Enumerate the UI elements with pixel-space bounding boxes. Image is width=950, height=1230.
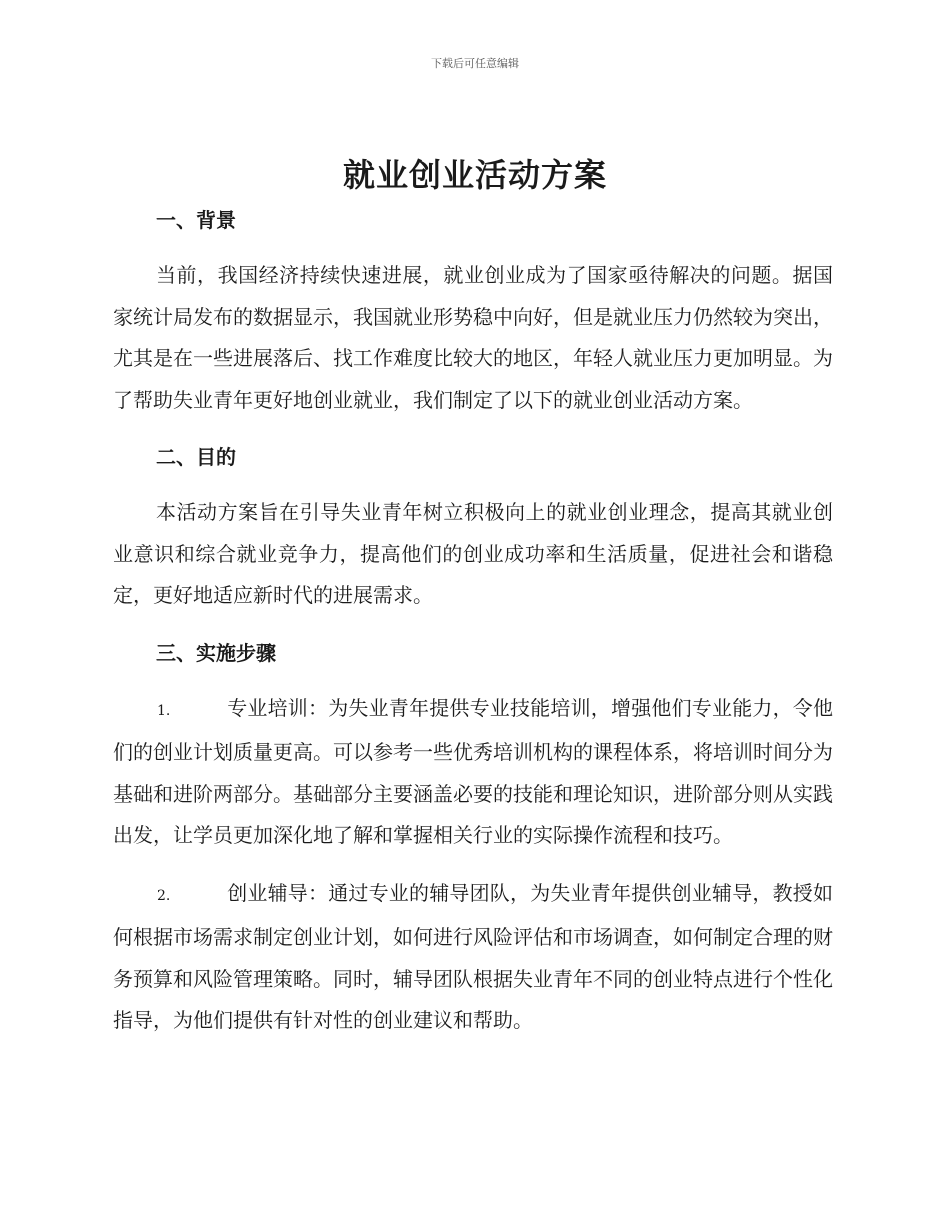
- section-paragraph-background: 当前，我国经济持续快速进展，就业创业成为了国家亟待解决的问题。据国家统计局发布的数据显示，我国就业形势稳中向好，但是就业压力仍然较为突出，尤其是在一些进展落后、找工作难度比较大的地区，年轻人就业压力更加明显。为了帮助失业青年更好地创业就业，我们制定了以下的就业创业活动方案。: [113, 263, 833, 412]
- document-body: [113, 200, 833, 1042]
- list-item-entrepreneurship-coaching: [113, 873, 833, 1042]
- list-item-professional-training: [113, 688, 833, 857]
- section-heading-purpose: 二、目的: [156, 445, 236, 469]
- section-heading-steps: 三、实施步骤: [156, 640, 276, 665]
- list-item-text: 创业辅导：通过专业的辅导团队，为失业青年提供创业辅导，教授如何根据市场需求制定创业计划，如何进行风险评估和市场调查，如何制定合理的财务预算和风险管理策略。同时，辅导团队根据失业青年不同的创业特点进行个性化指导，为他们提供有针对性的创业建议和帮助。: [113, 880, 833, 1032]
- list-item-number: 1.: [157, 702, 171, 719]
- section-paragraph-purpose: 本活动方案旨在引导失业青年树立积极向上的就业创业理念，提高其就业创业意识和综合就业竞争力，提高他们的创业成功率和生活质量，促进社会和谐稳定，更好地适应新时代的进展需求。: [113, 500, 833, 607]
- document-title: 就业创业活动方案: [342, 156, 607, 194]
- list-item-text: 专业培训：为失业青年提供专业技能培训，增强他们专业能力，令他们的创业计划质量更高。可以参考一些优秀培训机构的课程体系，将培训时间分为基础和进阶两部分。基础部分主要涵盖必要的技能和理论知识，进阶部分则从实践出发，让学员更加深化地了解和掌握相关行业的实际操作流程和技巧。: [113, 695, 833, 847]
- section-heading-background: 一、背景: [156, 208, 236, 232]
- page-header-note: 下载后可任意编辑: [431, 57, 519, 70]
- list-item-number: 2.: [157, 887, 171, 904]
